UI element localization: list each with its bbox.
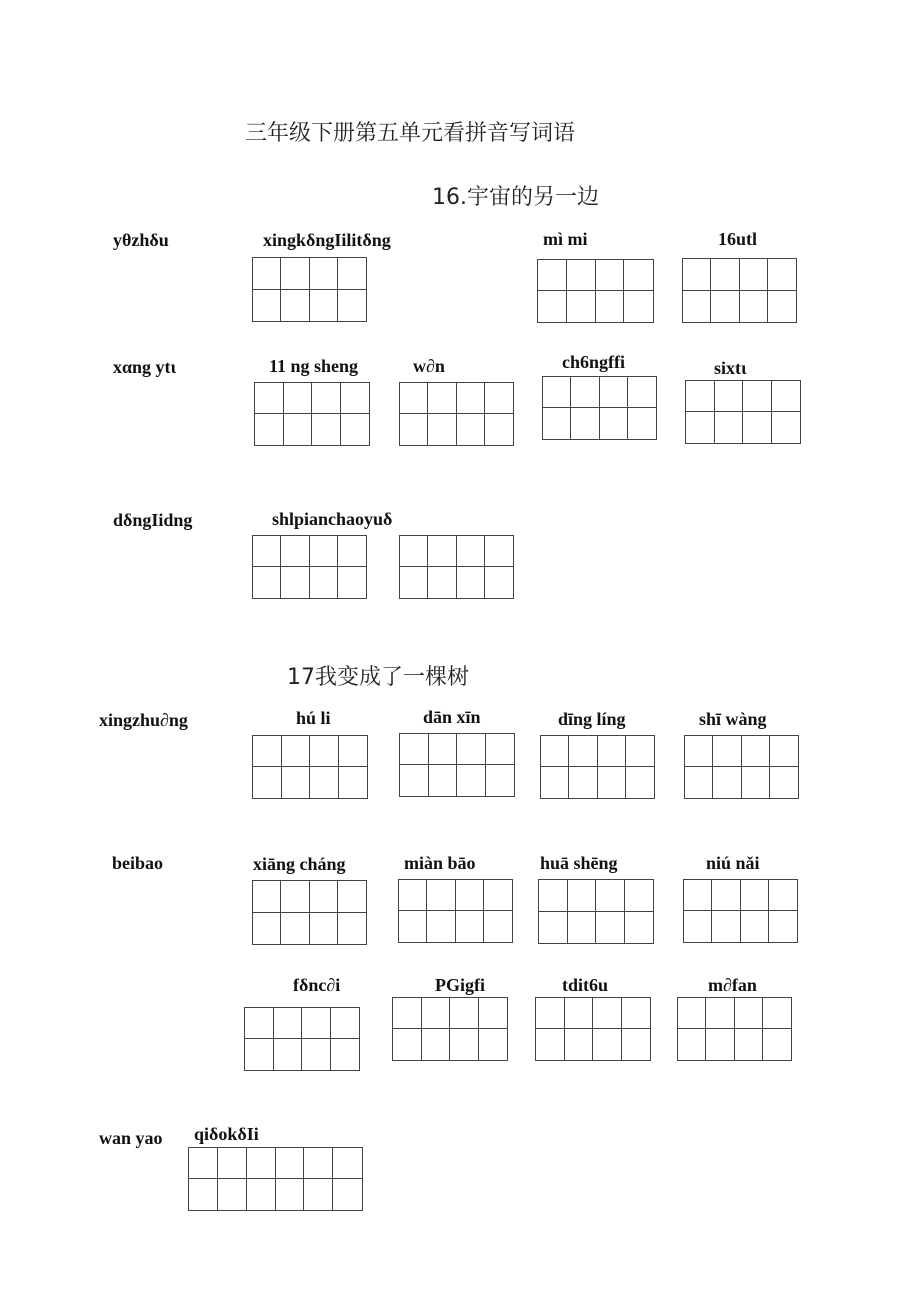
grid-cell[interactable]	[429, 734, 458, 765]
grid-cell[interactable]	[770, 736, 798, 767]
grid-cell[interactable]	[253, 290, 281, 322]
grid-cell[interactable]	[450, 1029, 479, 1060]
grid-cell[interactable]	[741, 880, 769, 911]
grid-cell[interactable]	[310, 736, 339, 767]
grid-cell[interactable]	[565, 998, 594, 1029]
grid-cell[interactable]	[245, 1039, 274, 1070]
grid-cell[interactable]	[622, 1029, 651, 1060]
grid-cell[interactable]	[281, 567, 309, 598]
grid-cell[interactable]	[769, 880, 797, 911]
grid-cell[interactable]	[735, 998, 763, 1029]
grid-cell[interactable]	[281, 913, 309, 945]
grid-cell[interactable]	[341, 414, 370, 445]
pinyin-label: xαng ytι	[113, 357, 177, 377]
pinyin-label: yθzhδu	[113, 230, 169, 250]
grid-cell[interactable]	[422, 998, 451, 1029]
pinyin-label: fδnc∂i	[293, 975, 341, 995]
grid-cell[interactable]	[569, 736, 597, 767]
writing-grid[interactable]	[399, 733, 515, 797]
grid-cell[interactable]	[678, 1029, 706, 1060]
grid-cell[interactable]	[331, 1039, 360, 1070]
grid-cell[interactable]	[450, 998, 479, 1029]
pinyin-label: wan yao	[99, 1128, 163, 1148]
grid-cell[interactable]	[541, 736, 569, 767]
grid-cell[interactable]	[276, 1179, 305, 1210]
grid-cell[interactable]	[626, 767, 654, 798]
grid-cell[interactable]	[541, 767, 569, 798]
writing-grid[interactable]	[683, 879, 798, 943]
writing-grid[interactable]	[682, 258, 797, 323]
grid-cell[interactable]	[429, 765, 458, 796]
pinyin-label: qiδokδIi	[194, 1124, 259, 1144]
grid-cell[interactable]	[596, 912, 625, 944]
grid-cell[interactable]	[715, 381, 744, 412]
grid-cell[interactable]	[338, 567, 366, 598]
grid-cell[interactable]	[763, 998, 791, 1029]
writing-grid[interactable]	[254, 382, 370, 446]
grid-cell[interactable]	[571, 408, 599, 439]
grid-cell[interactable]	[282, 767, 311, 798]
grid-cell[interactable]	[427, 880, 455, 911]
grid-cell[interactable]	[740, 291, 768, 323]
grid-cell[interactable]	[565, 1029, 594, 1060]
grid-cell[interactable]	[338, 881, 366, 913]
writing-grid[interactable]	[252, 535, 367, 599]
grid-cell[interactable]	[189, 1148, 218, 1179]
grid-cell[interactable]	[312, 414, 341, 445]
pinyin-label: PGigfi	[435, 975, 485, 995]
section-title-16: 16.宇宙的另一边	[432, 185, 599, 210]
grid-cell[interactable]	[713, 767, 741, 798]
grid-cell[interactable]	[245, 1008, 274, 1039]
grid-cell[interactable]	[622, 998, 651, 1029]
writing-grid[interactable]	[188, 1147, 363, 1211]
grid-cell[interactable]	[772, 381, 801, 412]
grid-cell[interactable]	[253, 736, 282, 767]
grid-cell[interactable]	[600, 408, 628, 439]
grid-cell[interactable]	[685, 767, 713, 798]
grid-cell[interactable]	[770, 767, 798, 798]
grid-cell[interactable]	[706, 1029, 734, 1060]
grid-cell[interactable]	[310, 767, 339, 798]
grid-cell[interactable]	[569, 767, 597, 798]
grid-cell[interactable]	[479, 1029, 508, 1060]
grid-cell[interactable]	[253, 881, 281, 913]
writing-grid[interactable]	[398, 879, 513, 943]
grid-cell[interactable]	[400, 765, 429, 796]
grid-cell[interactable]	[539, 880, 568, 912]
grid-cell[interactable]	[628, 408, 656, 439]
grid-cell[interactable]	[769, 911, 797, 942]
pinyin-label: huā shēng	[540, 853, 618, 873]
grid-cell[interactable]	[218, 1148, 247, 1179]
grid-cell[interactable]	[310, 536, 338, 567]
grid-cell[interactable]	[302, 1008, 331, 1039]
grid-cell[interactable]	[768, 259, 796, 291]
grid-cell[interactable]	[686, 412, 715, 443]
grid-cell[interactable]	[684, 911, 712, 942]
grid-cell[interactable]	[218, 1179, 247, 1210]
writing-grid[interactable]	[685, 380, 801, 444]
grid-cell[interactable]	[593, 998, 622, 1029]
grid-cell[interactable]	[400, 567, 428, 598]
grid-cell[interactable]	[338, 536, 366, 567]
grid-cell[interactable]	[567, 291, 596, 322]
pinyin-label: hú li	[296, 708, 331, 728]
pinyin-label: dīng líng	[558, 709, 626, 729]
grid-cell[interactable]	[624, 260, 653, 291]
grid-cell[interactable]	[740, 259, 768, 291]
grid-cell[interactable]	[400, 536, 428, 567]
writing-grid[interactable]	[399, 382, 514, 446]
writing-grid[interactable]	[399, 535, 514, 599]
grid-cell[interactable]	[626, 736, 654, 767]
grid-cell[interactable]	[253, 536, 281, 567]
grid-cell[interactable]	[486, 734, 515, 765]
grid-cell[interactable]	[625, 880, 654, 912]
grid-cell[interactable]	[485, 536, 513, 567]
pinyin-label: m∂fan	[708, 975, 757, 995]
pinyin-label: beibao	[112, 853, 164, 873]
grid-cell[interactable]	[742, 767, 770, 798]
grid-cell[interactable]	[457, 536, 485, 567]
grid-cell[interactable]	[568, 912, 597, 944]
pinyin-label: niú nǎi	[706, 853, 760, 873]
grid-cell[interactable]	[400, 383, 428, 414]
grid-cell[interactable]	[428, 567, 456, 598]
grid-cell[interactable]	[536, 1029, 565, 1060]
grid-cell[interactable]	[338, 913, 366, 945]
pinyin-label: 11 ng sheng	[269, 356, 359, 376]
grid-cell[interactable]	[304, 1148, 333, 1179]
grid-cell[interactable]	[457, 567, 485, 598]
grid-cell[interactable]	[741, 911, 769, 942]
pinyin-label: miàn bāo	[404, 853, 476, 873]
grid-cell[interactable]	[596, 291, 625, 322]
writing-grid[interactable]	[535, 997, 651, 1061]
grid-cell[interactable]	[338, 290, 366, 322]
writing-grid[interactable]	[252, 735, 368, 799]
writing-grid[interactable]	[677, 997, 792, 1061]
grid-cell[interactable]	[763, 1029, 791, 1060]
grid-cell[interactable]	[428, 383, 456, 414]
grid-cell[interactable]	[428, 536, 456, 567]
grid-cell[interactable]	[400, 414, 428, 445]
grid-cell[interactable]	[247, 1148, 276, 1179]
grid-cell[interactable]	[742, 736, 770, 767]
grid-cell[interactable]	[568, 880, 597, 912]
grid-cell[interactable]	[189, 1179, 218, 1210]
grid-cell[interactable]	[600, 377, 628, 408]
grid-cell[interactable]	[735, 1029, 763, 1060]
pinyin-label: shī wàng	[699, 709, 767, 729]
grid-cell[interactable]	[711, 291, 739, 323]
pinyin-label: dδngIidng	[113, 510, 193, 530]
pinyin-label: 16utl	[718, 229, 758, 249]
section-title-17: 17我变成了一棵树	[287, 665, 469, 690]
grid-cell[interactable]	[255, 383, 284, 414]
grid-cell[interactable]	[247, 1179, 276, 1210]
grid-cell[interactable]	[339, 767, 368, 798]
grid-cell[interactable]	[485, 414, 513, 445]
grid-cell[interactable]	[484, 880, 512, 911]
writing-grid[interactable]	[538, 879, 654, 944]
pinyin-label: mì mi	[543, 229, 588, 249]
grid-cell[interactable]	[457, 414, 485, 445]
grid-cell[interactable]	[310, 567, 338, 598]
pinyin-label: sixtι	[714, 358, 747, 378]
grid-cell[interactable]	[596, 260, 625, 291]
grid-cell[interactable]	[567, 260, 596, 291]
grid-cell[interactable]	[338, 258, 366, 290]
pinyin-label: xingzhu∂ng	[99, 710, 188, 730]
pinyin-label: w∂n	[413, 356, 445, 376]
grid-cell[interactable]	[772, 412, 801, 443]
grid-cell[interactable]	[333, 1148, 362, 1179]
grid-cell[interactable]	[427, 911, 455, 942]
grid-cell[interactable]	[253, 567, 281, 598]
grid-cell[interactable]	[628, 377, 656, 408]
grid-cell[interactable]	[255, 414, 284, 445]
grid-cell[interactable]	[768, 291, 796, 323]
pinyin-label: xingkδngIilitδng	[263, 230, 391, 250]
grid-cell[interactable]	[456, 911, 484, 942]
grid-cell[interactable]	[284, 414, 313, 445]
writing-grid[interactable]	[252, 880, 367, 945]
writing-grid[interactable]	[252, 257, 367, 322]
grid-cell[interactable]	[310, 258, 338, 290]
grid-cell[interactable]	[304, 1179, 333, 1210]
grid-cell[interactable]	[457, 383, 485, 414]
pinyin-label: shlpianchaoyuδ	[272, 509, 393, 529]
grid-cell[interactable]	[331, 1008, 360, 1039]
grid-cell[interactable]	[712, 911, 740, 942]
grid-cell[interactable]	[310, 913, 338, 945]
grid-cell[interactable]	[276, 1148, 305, 1179]
grid-cell[interactable]	[400, 734, 429, 765]
grid-cell[interactable]	[281, 536, 309, 567]
grid-cell[interactable]	[341, 383, 370, 414]
grid-cell[interactable]	[253, 258, 281, 290]
grid-cell[interactable]	[683, 291, 711, 323]
pinyin-label: tdit6u	[562, 975, 609, 995]
grid-cell[interactable]	[536, 998, 565, 1029]
grid-cell[interactable]	[457, 765, 486, 796]
grid-cell[interactable]	[685, 736, 713, 767]
grid-cell[interactable]	[310, 290, 338, 322]
grid-cell[interactable]	[713, 736, 741, 767]
writing-grid[interactable]	[684, 735, 799, 799]
grid-cell[interactable]	[457, 734, 486, 765]
grid-cell[interactable]	[456, 880, 484, 911]
grid-cell[interactable]	[743, 412, 772, 443]
grid-cell[interactable]	[538, 260, 567, 291]
grid-cell[interactable]	[706, 998, 734, 1029]
grid-cell[interactable]	[399, 880, 427, 911]
grid-cell[interactable]	[538, 291, 567, 322]
grid-cell[interactable]	[593, 1029, 622, 1060]
grid-cell[interactable]	[598, 767, 626, 798]
grid-cell[interactable]	[543, 377, 571, 408]
grid-cell[interactable]	[596, 880, 625, 912]
writing-grid[interactable]	[392, 997, 508, 1061]
grid-cell[interactable]	[683, 259, 711, 291]
writing-grid[interactable]	[542, 376, 657, 440]
grid-cell[interactable]	[422, 1029, 451, 1060]
grid-cell[interactable]	[282, 736, 311, 767]
pinyin-label: dān xīn	[423, 707, 481, 727]
grid-cell[interactable]	[281, 881, 309, 913]
grid-cell[interactable]	[684, 880, 712, 911]
pinyin-label: xiāng cháng	[253, 854, 346, 874]
grid-cell[interactable]	[312, 383, 341, 414]
writing-grid[interactable]	[537, 259, 654, 323]
grid-cell[interactable]	[339, 736, 368, 767]
grid-cell[interactable]	[399, 911, 427, 942]
pinyin-label: ch6ngffi	[562, 352, 625, 372]
grid-cell[interactable]	[393, 1029, 422, 1060]
writing-grid[interactable]	[244, 1007, 360, 1071]
grid-cell[interactable]	[393, 998, 422, 1029]
grid-cell[interactable]	[539, 912, 568, 944]
grid-cell[interactable]	[479, 998, 508, 1029]
grid-cell[interactable]	[333, 1179, 362, 1210]
writing-grid[interactable]	[540, 735, 655, 799]
grid-cell[interactable]	[486, 765, 515, 796]
grid-cell[interactable]	[253, 913, 281, 945]
grid-cell[interactable]	[281, 290, 309, 322]
grid-cell[interactable]	[302, 1039, 331, 1070]
grid-cell[interactable]	[484, 911, 512, 942]
grid-cell[interactable]	[598, 736, 626, 767]
grid-cell[interactable]	[743, 381, 772, 412]
page-title: 三年级下册第五单元看拼音写词语	[245, 121, 576, 146]
grid-cell[interactable]	[712, 880, 740, 911]
grid-cell[interactable]	[485, 567, 513, 598]
grid-cell[interactable]	[686, 381, 715, 412]
grid-cell[interactable]	[485, 383, 513, 414]
grid-cell[interactable]	[711, 259, 739, 291]
grid-cell[interactable]	[571, 377, 599, 408]
grid-cell[interactable]	[543, 408, 571, 439]
grid-cell[interactable]	[284, 383, 313, 414]
grid-cell[interactable]	[715, 412, 744, 443]
grid-cell[interactable]	[428, 414, 456, 445]
grid-cell[interactable]	[624, 291, 653, 322]
grid-cell[interactable]	[274, 1039, 303, 1070]
grid-cell[interactable]	[281, 258, 309, 290]
grid-cell[interactable]	[274, 1008, 303, 1039]
grid-cell[interactable]	[310, 881, 338, 913]
grid-cell[interactable]	[253, 767, 282, 798]
grid-cell[interactable]	[625, 912, 654, 944]
grid-cell[interactable]	[678, 998, 706, 1029]
